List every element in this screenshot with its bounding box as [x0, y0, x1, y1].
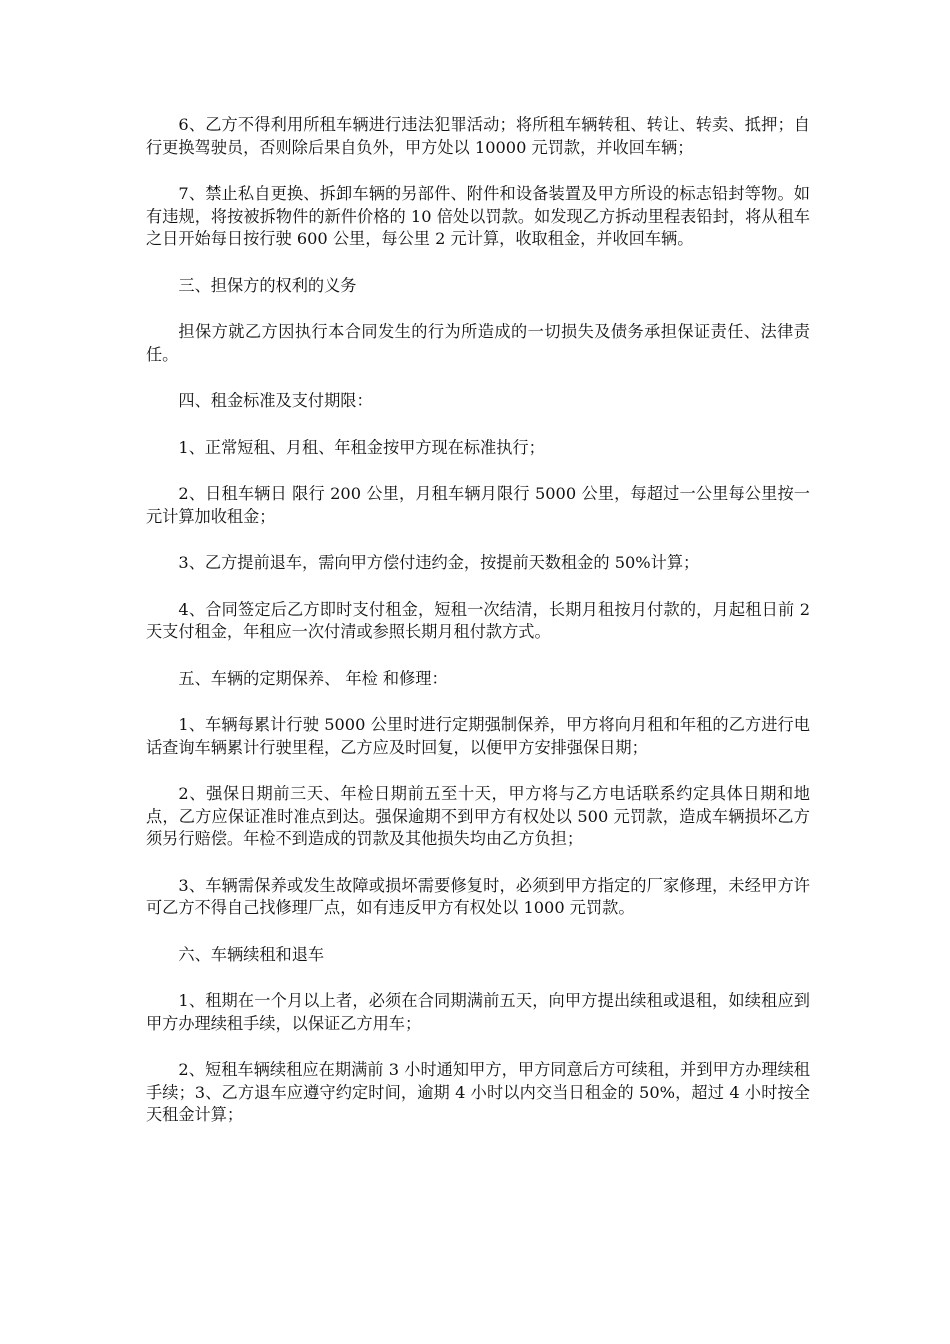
- document-body: [146, 114, 810, 1151]
- section-6-heading: 六、车辆续租和退车: [178, 944, 325, 964]
- clause-7: 7、禁止私自更换、拆卸车辆的另部件、附件和设备装置及甲方所设的标志铅封等物。如有违规，将按被拆物件的新件价格的 10 倍处以罚款。如发现乙方拆动里程表铅封，将从租车之日开始每日按行驶 600 公里，每公里 2 元计算，收取租金，并收回车辆。: [146, 184, 810, 248]
- maintenance-clause-3: 3、车辆需保养或发生故障或损坏需要修复时，必须到甲方指定的厂家修理，未经甲方许可乙方不得自己找修理厂点，如有违反甲方有权处以 1000 元罚款。: [146, 875, 810, 917]
- clause-6: 6、乙方不得利用所租车辆进行违法犯罪活动；将所租车辆转租、转让、转卖、抵押；自行更换驾驶员，否则除后果自负外，甲方处以 10000 元罚款，并收回车辆；: [146, 115, 810, 157]
- section-5-heading: 五、车辆的定期保养、 年检 和修理：: [178, 668, 448, 688]
- renewal-clause-2: 2、短租车辆续租应在期满前 3 小时通知甲方，甲方同意后方可续租，并到甲方办理续租手续；3、乙方退车应遵守约定时间，逾期 4 小时以内交当日租金的 50%，超过 4 小时按全天租金计算；: [146, 1060, 810, 1124]
- section-3-heading: 三、担保方的权利的义务: [178, 275, 357, 295]
- renewal-clause-1: 1、租期在一个月以上者，必须在合同期满前五天，向甲方提出续租或退租，如续租应到甲方办理续租手续，以保证乙方用车；: [146, 991, 810, 1033]
- section-4-heading: 四、租金标准及支付期限：: [178, 391, 373, 410]
- maintenance-clause-2: 2、强保日期前三天、年检日期前五至十天，甲方将与乙方电话联系约定具体日期和地点，乙方应保证准时准点到达。强保逾期不到甲方有权处以 500 元罚款，造成车辆损坏乙方须另行赔偿。年检不到造成的罚款及其他损失均由乙方负担；: [146, 784, 810, 848]
- rent-clause-1: 1、正常短租、月租、年租金按甲方现在标准执行；: [178, 437, 545, 457]
- maintenance-clause-1: 1、车辆每累计行驶 5000 公里时进行定期强制保养，甲方将向月租和年租的乙方进行电话查询车辆累计行驶里程，乙方应及时回复，以便甲方安排强保日期；: [146, 715, 810, 757]
- rent-clause-3: 3、乙方提前退车，需向甲方偿付违约金，按提前天数租金的 50%计算；: [178, 553, 700, 572]
- rent-clause-2: 2、日租车辆日 限行 200 公里，月租车辆月限行 5000 公里，每超过一公里每公里按一元计算加收租金；: [146, 484, 810, 526]
- guarantor-paragraph: 担保方就乙方因执行本合同发生的行为所造成的一切损失及债务承担保证责任、法律责任。: [146, 322, 810, 364]
- rent-clause-4: 4、合同签定后乙方即时支付租金，短租一次结清，长期月租按月付款的，月起租日前 2 天支付租金，年租应一次付清或参照长期月租付款方式。: [146, 599, 810, 641]
